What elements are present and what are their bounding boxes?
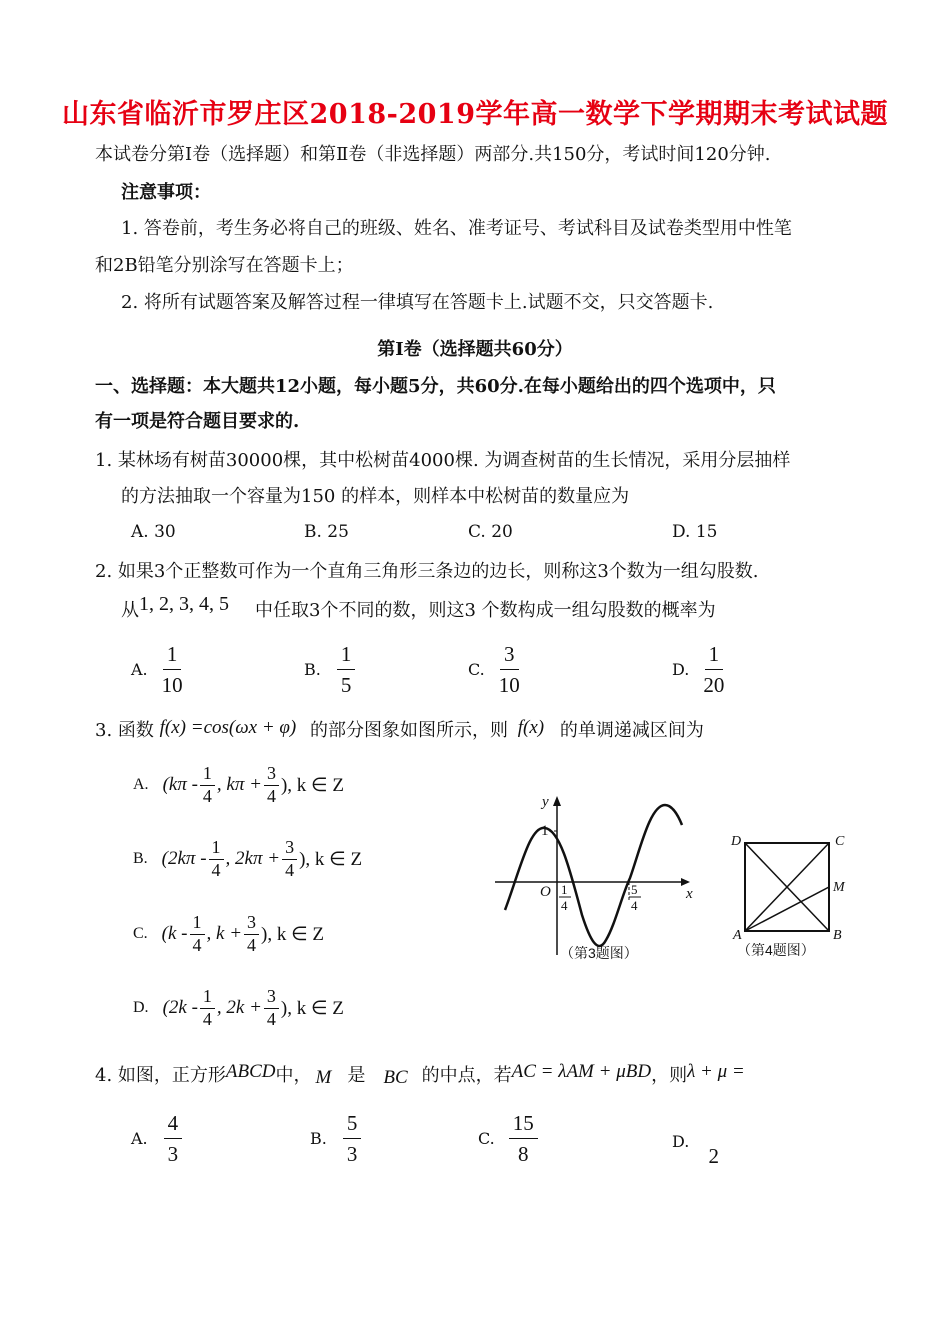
q4-option-b-label: B. xyxy=(310,1129,327,1148)
q4-option-b xyxy=(310,1110,361,1167)
tick1-numerator: 1 xyxy=(561,882,568,897)
numerator: 3 xyxy=(282,837,297,860)
q2-stem-cont xyxy=(121,593,716,623)
q2-option-a xyxy=(131,641,183,698)
q3-option-a xyxy=(133,763,344,807)
q4-mid4: ，则 xyxy=(651,1065,688,1086)
numerator: 1 xyxy=(200,986,215,1009)
origin-label: O xyxy=(540,884,551,900)
fraction xyxy=(282,837,297,881)
tick2-numerator: 5 xyxy=(631,882,638,897)
q3-option-c-label: C. xyxy=(133,925,148,942)
q3-prefix: 3. 函数 xyxy=(95,720,154,741)
fraction xyxy=(209,837,224,881)
q4-square: ABCD xyxy=(225,1061,276,1082)
numerator: 1 xyxy=(705,641,724,670)
q3-option-c xyxy=(133,912,324,956)
q4-option-a-label: A. xyxy=(131,1129,148,1148)
notice-item-2: 2. 将所有试题答案及解答过程一律填写在答题卡上.试题不交，只交答题卡. xyxy=(121,292,714,313)
q4-option-c xyxy=(478,1110,538,1167)
interval-open: (2kπ - xyxy=(161,848,207,869)
numerator: 1 xyxy=(209,837,224,860)
segment-am xyxy=(745,887,829,931)
denominator: 4 xyxy=(202,786,212,806)
fraction xyxy=(200,763,215,807)
numerator: 5 xyxy=(343,1110,362,1139)
section-instruction: 一、选择题：本大题共12小题，每小题5分，共60分.在每小题给出的四个选项中，只 xyxy=(95,376,776,397)
q4-option-c-value xyxy=(509,1110,538,1167)
interval-separator: , k + xyxy=(206,923,243,944)
q2-option-c-value xyxy=(499,641,520,698)
q4-option-d xyxy=(672,1128,719,1168)
fraction xyxy=(244,912,259,956)
numerator: 1 xyxy=(200,763,215,786)
vertex-a-label: A xyxy=(733,928,742,943)
q3-figure-caption: （第3题图） xyxy=(560,945,638,961)
q3-option-b-label: B. xyxy=(133,850,148,867)
numerator: 1 xyxy=(337,641,356,670)
q2-prefix: 从 xyxy=(121,600,139,621)
numerator: 15 xyxy=(509,1110,538,1139)
vertex-b-label: B xyxy=(833,928,842,943)
q2-number-set: 1, 2, 3, 4, 5 xyxy=(139,593,229,615)
max-value-label: 1 xyxy=(541,823,549,839)
interval-close: ), k ∈ Z xyxy=(261,923,325,945)
point-m-label: M xyxy=(833,880,845,895)
denominator: 10 xyxy=(161,673,183,697)
denominator: 4 xyxy=(192,935,202,955)
y-axis-arrow xyxy=(553,796,561,806)
q3-option-a-label: A. xyxy=(133,776,149,793)
denominator: 3 xyxy=(167,1142,179,1166)
q3-option-d xyxy=(133,986,344,1030)
part1-heading: 第Ⅰ卷（选择题共60分） xyxy=(377,339,573,360)
page-title: 山东省临沂市罗庄区2018-2019学年高一数学下学期期末考试试题 xyxy=(62,99,888,130)
q4-option-c-label: C. xyxy=(478,1129,495,1148)
denominator: 4 xyxy=(202,1009,212,1029)
q4-stem xyxy=(95,1061,745,1088)
numerator: 3 xyxy=(500,641,519,670)
q2-option-b-value xyxy=(337,641,356,698)
fraction xyxy=(264,986,279,1030)
notice-item-1-cont: 和2B铅笔分别涂写在答题卡上； xyxy=(95,255,354,276)
x-axis-arrow xyxy=(681,878,690,886)
q4-option-b-value xyxy=(343,1110,362,1167)
q2-option-c xyxy=(468,641,520,698)
q4-option-d-value: 2 xyxy=(708,1144,719,1168)
q2-option-c-label: C. xyxy=(468,660,485,679)
q2-option-d-value xyxy=(703,641,724,698)
q2-option-b-label: B. xyxy=(304,660,321,679)
q4-square-figure xyxy=(725,825,860,960)
q2-option-d-label: D. xyxy=(672,660,690,679)
interval-open: (2k - xyxy=(162,997,198,1018)
q2-stem: 2. 如果3个正整数可作为一个直角三角形三条边的边长，则称这3个数为一组勾股数. xyxy=(95,561,759,582)
q1-option-a: A. 30 xyxy=(131,522,176,542)
vertex-c-label: C xyxy=(835,834,845,849)
q2-option-a-value xyxy=(162,641,183,698)
denominator: 3 xyxy=(346,1142,358,1166)
q3-option-b xyxy=(133,837,362,881)
q3-mid: 的部分图象如图所示，则 xyxy=(309,720,508,741)
intro-text: 本试卷分第Ⅰ卷（选择题）和第Ⅱ卷（非选择题）两部分.共150分，考试时间120分钟. xyxy=(95,144,771,165)
cosine-curve xyxy=(505,805,682,946)
q4-option-a xyxy=(131,1110,182,1167)
denominator: 4 xyxy=(247,935,257,955)
q4-mid1: 中， xyxy=(275,1065,312,1086)
interval-close: ), k ∈ Z xyxy=(280,997,344,1019)
q3-function: f(x) =cos(ωx + φ) xyxy=(159,717,297,738)
q4-prefix: 4. 如图，正方形 xyxy=(95,1065,226,1086)
tick2-denominator: 4 xyxy=(631,898,638,913)
fraction xyxy=(190,912,205,956)
q4-mid2: 是 xyxy=(347,1065,366,1086)
q1-option-b: B. 25 xyxy=(304,522,349,542)
q4-option-a-value xyxy=(164,1110,183,1167)
vertex-d-label: D xyxy=(731,834,742,849)
interval-separator: , 2kπ + xyxy=(225,848,281,869)
q3-function-2: f(x) xyxy=(517,717,545,738)
notice-heading: 注意事项： xyxy=(121,182,211,203)
numerator: 3 xyxy=(244,912,259,935)
fraction xyxy=(264,763,279,807)
interval-close: ), k ∈ Z xyxy=(299,848,363,870)
denominator: 10 xyxy=(498,673,520,697)
q4-mid3: 的中点，若 xyxy=(421,1065,512,1086)
q2-option-b xyxy=(304,641,355,698)
q4-ask: λ + μ = xyxy=(687,1061,745,1082)
numerator: 1 xyxy=(190,912,205,935)
q4-figure-caption: （第4题图） xyxy=(737,942,815,958)
interval-separator: , kπ + xyxy=(216,774,262,795)
interval-separator: , 2k + xyxy=(216,997,262,1018)
numerator: 4 xyxy=(164,1110,183,1139)
denominator: 4 xyxy=(285,860,295,880)
q2-option-d xyxy=(672,641,724,698)
q4-option-d-label: D. xyxy=(672,1132,690,1151)
numerator: 3 xyxy=(264,763,279,786)
q1-option-d: D. 15 xyxy=(672,522,718,542)
q2-rest: 中任取3个不同的数，则这3 个数构成一组勾股数的概率为 xyxy=(255,600,716,621)
denominator: 4 xyxy=(211,860,221,880)
denominator: 4 xyxy=(266,786,276,806)
q4-side: BC xyxy=(383,1067,408,1088)
interval-open: (k - xyxy=(161,923,188,944)
x-axis-label: x xyxy=(686,886,693,902)
denominator: 8 xyxy=(518,1142,529,1166)
q3-suffix: 的单调递减区间为 xyxy=(559,720,704,741)
q2-option-a-label: A. xyxy=(131,660,148,679)
q1-stem-cont: 的方法抽取一个容量为150 的样本，则样本中松树苗的数量应为 xyxy=(121,486,630,507)
q1-stem: 1. 某林场有树苗30000棵，其中松树苗4000棵. 为调查树苗的生长情况，采用分层抽样 xyxy=(95,450,791,471)
numerator: 1 xyxy=(163,641,182,670)
interval-open: (kπ - xyxy=(162,774,198,795)
denominator: 5 xyxy=(340,673,352,697)
fraction xyxy=(200,986,215,1030)
section-instruction-cont: 有一项是符合题目要求的. xyxy=(95,411,300,432)
denominator: 4 xyxy=(266,1009,276,1029)
q1-option-c: C. 20 xyxy=(468,522,513,542)
numerator: 3 xyxy=(264,986,279,1009)
notice-item-1: 1. 答卷前，考生务必将自己的班级、姓名、准考证号、考试科目及试卷类型用中性笔 xyxy=(121,218,792,239)
denominator: 20 xyxy=(703,673,725,697)
y-axis-label: y xyxy=(542,794,549,810)
q4-equation: AC = λAM + μBD xyxy=(511,1061,652,1082)
q3-stem xyxy=(95,719,704,743)
q4-point: M xyxy=(315,1067,332,1088)
interval-close: ), k ∈ Z xyxy=(280,774,344,796)
q3-option-d-label: D. xyxy=(133,999,149,1016)
tick1-denominator: 4 xyxy=(561,898,568,913)
q3-graph-figure xyxy=(490,790,700,965)
